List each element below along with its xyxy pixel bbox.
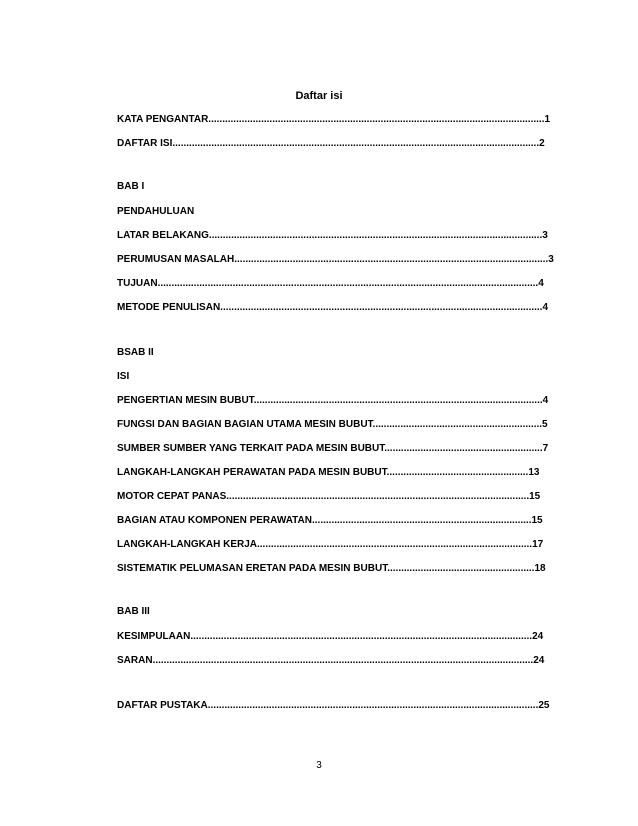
toc-entry-label: SUMBER SUMBER YANG TERKAIT PADA MESIN BUBUT: [117, 443, 385, 454]
toc-entry-page: 7: [542, 443, 549, 454]
toc-entry: [117, 514, 546, 528]
toc-entry: [117, 370, 129, 384]
toc-entry: [117, 605, 150, 619]
toc-entry-label: SARAN: [117, 655, 153, 666]
toc-entry-label: PERUMUSAN MASALAH: [117, 254, 235, 265]
toc-dot-leader: ...............................................................................: [312, 515, 532, 526]
toc-entry-label: LANGKAH-LANGKAH KERJA: [117, 539, 257, 550]
toc-entry-page: 13: [528, 467, 540, 478]
toc-entry: [117, 466, 542, 480]
toc-entry-label: MOTOR CEPAT PANAS: [117, 491, 227, 502]
toc-entry: [117, 113, 552, 127]
toc-entry-page: 25: [538, 700, 550, 711]
toc-entry-label: PENGERTIAN MESIN BUBUT: [117, 395, 254, 406]
toc-entry-label: SISTEMATIK PELUMASAN ERETAN PADA MESIN BUBUT: [117, 563, 388, 574]
toc-entry: [117, 442, 550, 456]
toc-entry-label: PENDAHULUAN: [117, 206, 195, 217]
toc-entry-label: DAFTAR PUSTAKA: [117, 700, 208, 711]
toc-entry: [117, 277, 547, 291]
toc-entry-page: 24: [533, 655, 545, 666]
toc-entry-label: BSAB II: [117, 347, 154, 358]
toc-entry-page: 3: [548, 254, 554, 265]
toc-dot-leader: .........................................................................................................................................: [157, 278, 539, 289]
toc-dot-leader: .........................................................................................................................: [208, 114, 545, 125]
toc-title: Daftar isi: [295, 90, 343, 102]
toc-entry-label: KESIMPULAAN: [117, 631, 191, 642]
toc-entry-label: KATA PENGANTAR: [117, 114, 209, 125]
toc-entry: [117, 654, 546, 668]
toc-dot-leader: ...........................................................................................................................: [190, 631, 533, 642]
toc-dot-leader: .................................................................................................................: [234, 254, 549, 265]
toc-entry-page: 17: [532, 539, 544, 550]
toc-entry: [117, 699, 551, 713]
toc-entry: [117, 180, 144, 194]
toc-dot-leader: ........................................................................................................: [253, 395, 543, 406]
toc-entry-label: ISI: [117, 371, 130, 382]
toc-entry-page: 4: [542, 395, 549, 406]
toc-entry-page: 1: [544, 114, 551, 125]
toc-entry: [117, 418, 550, 432]
toc-entry: [117, 490, 542, 504]
toc-entry-label: LANGKAH-LANGKAH PERAWATAN PADA MESIN BUBUT: [117, 467, 387, 478]
toc-dot-leader: ....................................................................................................................: [220, 302, 543, 313]
toc-entry-label: BAGIAN ATAU KOMPONEN PERAWATAN: [117, 515, 312, 526]
toc-entry-page: 24: [532, 631, 544, 642]
page-number: 3: [316, 760, 322, 771]
toc-dot-leader: ...................................................: [386, 467, 529, 478]
toc-dot-leader: .............................................................: [372, 419, 543, 430]
toc-entry: [117, 538, 546, 552]
toc-entry: [117, 394, 550, 408]
toc-entry: [117, 137, 547, 151]
toc-dot-leader: .........................................................: [384, 443, 543, 454]
toc-entry-label: BAB I: [117, 181, 145, 192]
toc-entry-page: 3: [542, 230, 548, 241]
toc-entry-label: TUJUAN: [117, 278, 158, 289]
toc-entry-label: FUNGSI DAN BAGIAN BAGIAN UTAMA MESIN BUBUT: [117, 419, 373, 430]
toc-entry-page: 15: [529, 491, 541, 502]
toc-dot-leader: .........................................................................................................................................: [152, 655, 534, 666]
toc-entry: [117, 630, 544, 644]
toc-entry-label: BAB III: [117, 606, 150, 617]
toc-entry-page: 2: [539, 138, 545, 149]
toc-entry-page: 15: [531, 515, 543, 526]
toc-dot-leader: .......................................................................................................................: [207, 700, 539, 711]
toc-entry-page: 4: [542, 302, 549, 313]
toc-dot-leader: .....................................................: [387, 563, 535, 574]
toc-entry: [117, 205, 194, 219]
toc-dot-leader: .............................................................................................................: [226, 491, 530, 502]
toc-entry: [117, 346, 154, 360]
toc-entry-label: LATAR BELAKANG: [117, 230, 209, 241]
toc-dot-leader: ...................................................................................................: [257, 539, 533, 550]
toc-entry: [117, 562, 546, 576]
toc-entry: [117, 253, 557, 267]
toc-dot-leader: ....................................................................................................................................: [172, 138, 540, 149]
toc-entry-page: 18: [534, 563, 546, 574]
toc-dot-leader: ........................................................................................................................: [208, 230, 543, 241]
toc-entry-page: 4: [538, 278, 544, 289]
toc-entry-label: DAFTAR ISI: [117, 138, 173, 149]
toc-entry-label: METODE PENULISAN: [117, 302, 221, 313]
toc-entry: [117, 301, 550, 315]
toc-entry: [117, 229, 550, 243]
toc-entry-page: 5: [542, 419, 548, 430]
